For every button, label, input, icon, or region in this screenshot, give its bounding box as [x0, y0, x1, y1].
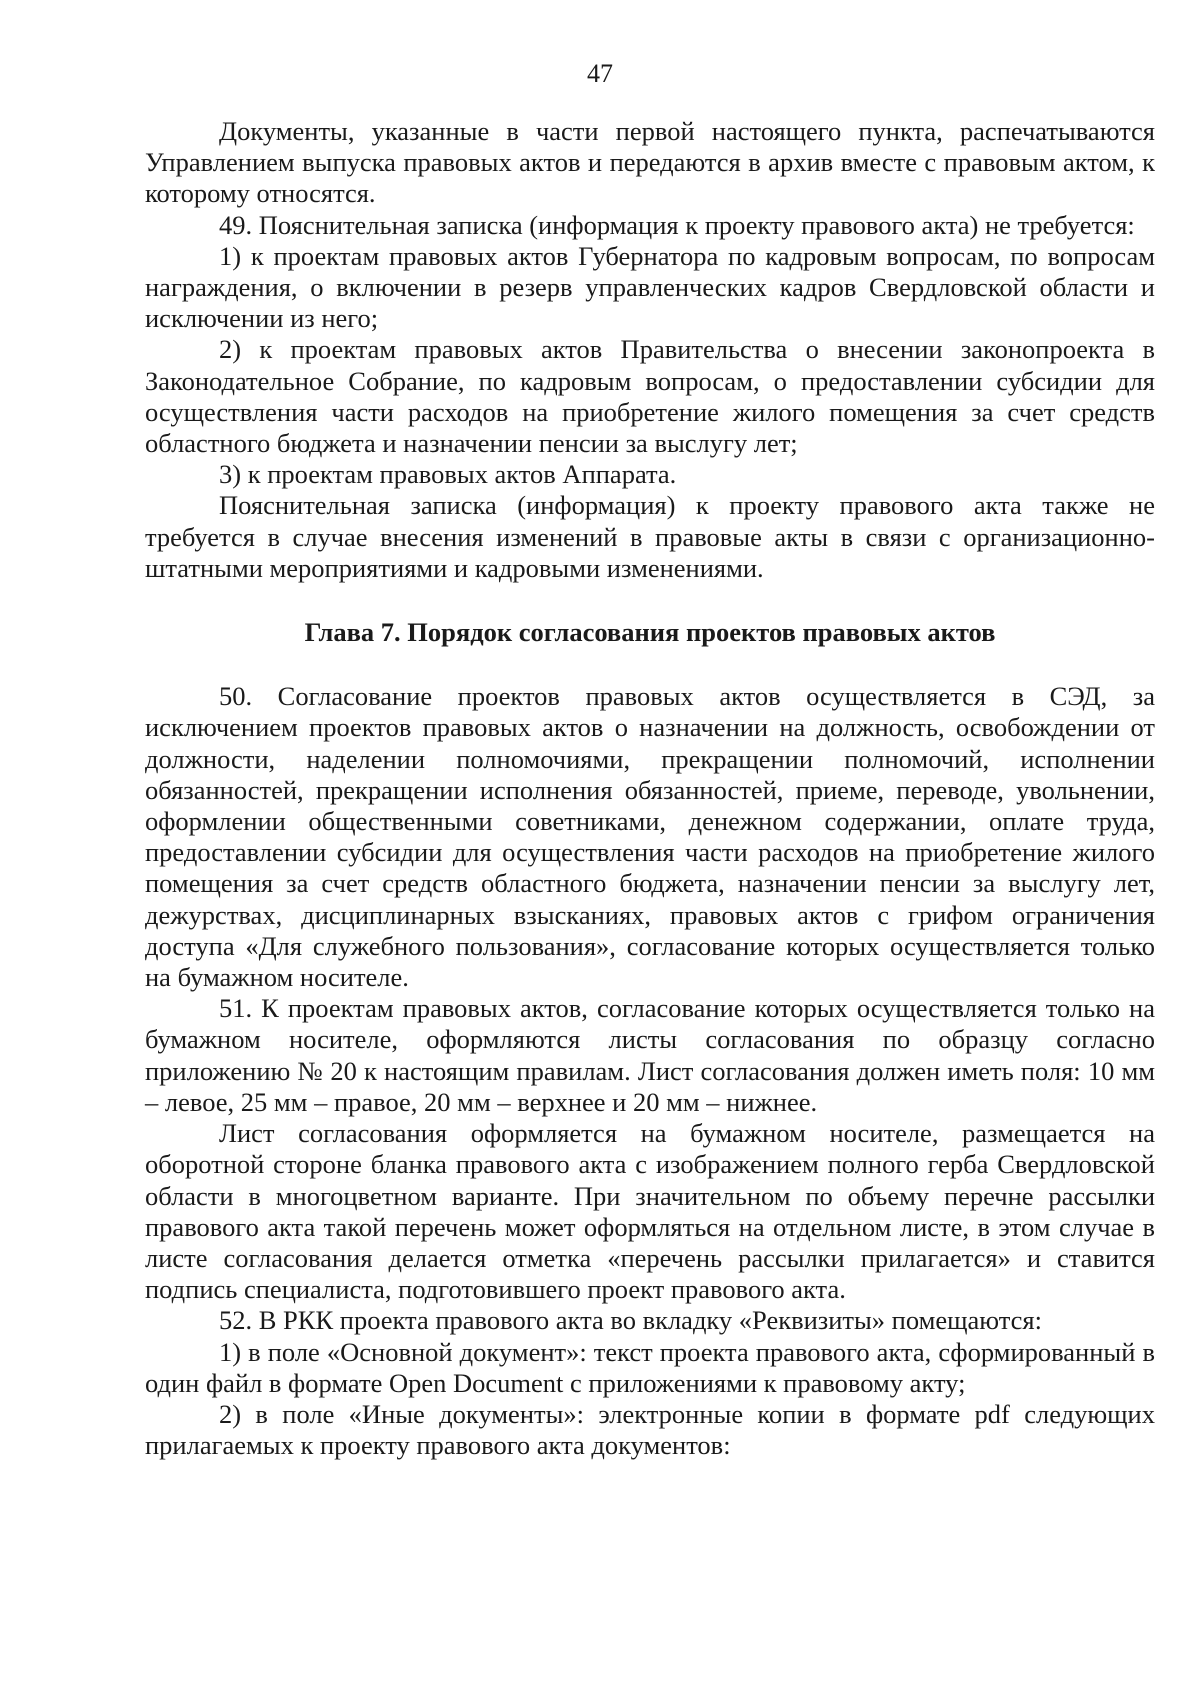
paragraph: 50. Согласование проектов правовых актов осуществляется в СЭД, за исключением проектов правовых актов о назначении на должность, освобождении от должности, наделении полномочиями, прекращении полномочий, исполнении обязанностей, прекращении исполнения обязанностей, приеме, переводе, увольнении, оформлении общественными советниками, денежном содержании, оплате труда, предоставлении субсидии для осуществления части расходов на приобретение жилого помещения за счет средств областного бюджета, назначении пенсии за выслугу лет, дежурствах, дисциплинарных взысканиях, правовых актов с грифом ограничения доступа «Для служебного пользования», согласование которых осуществляется только на бумажном носителе. [145, 681, 1155, 993]
paragraph: Лист согласования оформляется на бумажном носителе, размещается на оборотной стороне бланка правового акта с изображением полного герба Свердловской области в многоцветном варианте. При значительном по объему перечне рассылки правового акта такой перечень может оформляться на отдельном листе, в этом случае в листе согласования делается отметка «перечень рассылки прилагается» и ставится подпись специалиста, подготовившего проект правового акта. [145, 1118, 1155, 1305]
paragraph: 1) в поле «Основной документ»: текст проекта правового акта, сформированный в один файл в формате Open Document с приложениями к правовому акту; [145, 1336, 1155, 1398]
paragraph: 51. К проектам правовых актов, согласование которых осуществляется только на бумажном носителе, оформляются листы согласования по образцу согласно приложению № 20 к настоящим правилам. Лист согласования должен иметь поля: 10 мм – левое, 25 мм – правое, 20 мм – верхнее и 20 мм – нижнее. [145, 993, 1155, 1117]
paragraph: 52. В РКК проекта правового акта во вкладку «Реквизиты» помещаются: [219, 1305, 1042, 1336]
paragraph: 3) к проектам правовых актов Аппарата. [219, 459, 677, 490]
paragraph: 2) к проектам правовых актов Правительства о внесении законопроекта в Законодательное Собрание, по кадровым вопросам, о предоставлении субсидии для осуществления части расходов на приобретение жилого помещения за счет средств областного бюджета и назначении пенсии за выслугу лет; [145, 334, 1155, 459]
chapter-title: Глава 7. Порядок согласования проектов правовых актов [304, 617, 996, 648]
paragraph: 1) к проектам правовых актов Губернатора по кадровым вопросам, по вопросам награждения, о включении в резерв управленческих кадров Свердловской области и исключении из него; [145, 240, 1155, 334]
page-number: 47 [587, 59, 613, 88]
paragraph: Документы, указанные в части первой настоящего пункта, распечатываются Управлением выпуска правовых актов и передаются в архив вместе с правовым актом, к которому относятся. [145, 116, 1155, 209]
paragraph: 2) в поле «Иные документы»: электронные копии в формате pdf следующих прилагаемых к проекту правового акта документов: [145, 1398, 1155, 1461]
paragraph: Пояснительная записка (информация) к проекту правового акта также не требуется в случае внесения изменений в правовые акты в связи с организационно-штатными мероприятиями и кадровыми изменениями. [145, 490, 1155, 583]
paragraph: 49. Пояснительная записка (информация к проекту правового акта) не требуется: [219, 209, 1135, 240]
document-body [145, 116, 1155, 1461]
